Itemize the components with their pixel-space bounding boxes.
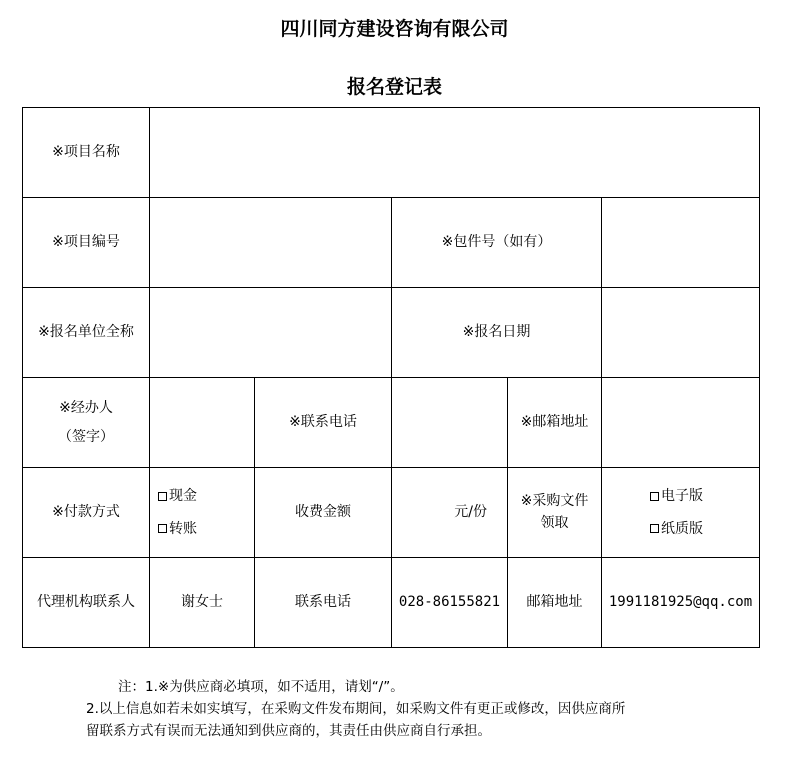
agent-contact-value: 谢女士 [150,558,255,648]
row-payment [23,468,760,558]
payment-method-label: ※付款方式 [23,468,150,558]
project-name-label: ※项目名称 [23,108,150,198]
package-number-field[interactable] [602,198,760,288]
row-project-name [23,108,760,198]
note-line-1: 注：1.※为供应商必填项，如不适用，请划“/”。 [118,679,404,695]
project-number-field[interactable] [150,198,392,288]
row-project-number [23,198,760,288]
package-number-label: ※包件号（如有） [392,198,602,288]
fee-amount-label: 收费金额 [255,468,392,558]
document-receipt-label-cell [508,468,602,558]
notes [86,676,746,742]
fee-unit: 元/份 [454,504,487,521]
paper-checkbox[interactable] [650,524,659,533]
note-line-2: 2.以上信息如若未如实填写，在采购文件发布期间，如采购文件有更正或修改，因供应商所 [86,701,626,717]
registration-date-label: ※报名日期 [392,288,602,378]
handler-field[interactable] [150,378,255,468]
agent-email-value: 1991181925@qq.com [602,558,760,648]
document-receipt-label: ※采购文件 [520,493,589,510]
transfer-checkbox[interactable] [158,524,167,533]
cash-label: 现金 [169,487,197,504]
form-title: 报名登记表 [346,76,442,98]
agent-phone-value: 028-86155821 [392,558,508,648]
row-unit-name [23,288,760,378]
paper-version-option[interactable] [650,521,703,538]
handler-sign-note: （签字） [58,428,114,445]
transfer-label: 转账 [169,520,197,537]
payment-transfer-option[interactable] [158,521,197,538]
row-handler [23,378,760,468]
row-agent [23,558,760,648]
paper-label: 纸质版 [661,520,703,537]
handler-label-cell [23,378,150,468]
project-name-field[interactable] [150,108,760,198]
email-label: ※邮箱地址 [508,378,602,468]
handler-label: ※经办人 [59,399,113,416]
email-field[interactable] [602,378,760,468]
unit-name-label: ※报名单位全称 [23,288,150,378]
electronic-version-option[interactable] [650,488,703,505]
unit-name-field[interactable] [150,288,392,378]
phone-field[interactable] [392,378,508,468]
cash-checkbox[interactable] [158,492,167,501]
electronic-label: 电子版 [661,487,703,504]
company-name: 四川同方建设咨询有限公司 [280,18,509,40]
note-line-3: 留联系方式有误而无法通知到供应商的，其责任由供应商自行承担。 [86,723,491,739]
document-receipt-label-2: 领取 [540,515,569,531]
phone-label: ※联系电话 [255,378,392,468]
electronic-checkbox[interactable] [650,492,659,501]
payment-cash-option[interactable] [158,488,197,505]
document-format-options [602,468,760,558]
registration-form-table [22,107,760,648]
registration-date-field[interactable] [602,288,760,378]
payment-method-options [150,468,255,558]
agent-email-label: 邮箱地址 [508,558,602,648]
agent-phone-label: 联系电话 [255,558,392,648]
project-number-label: ※项目编号 [23,198,150,288]
fee-amount-field[interactable] [392,468,508,558]
agent-contact-label: 代理机构联系人 [23,558,150,648]
